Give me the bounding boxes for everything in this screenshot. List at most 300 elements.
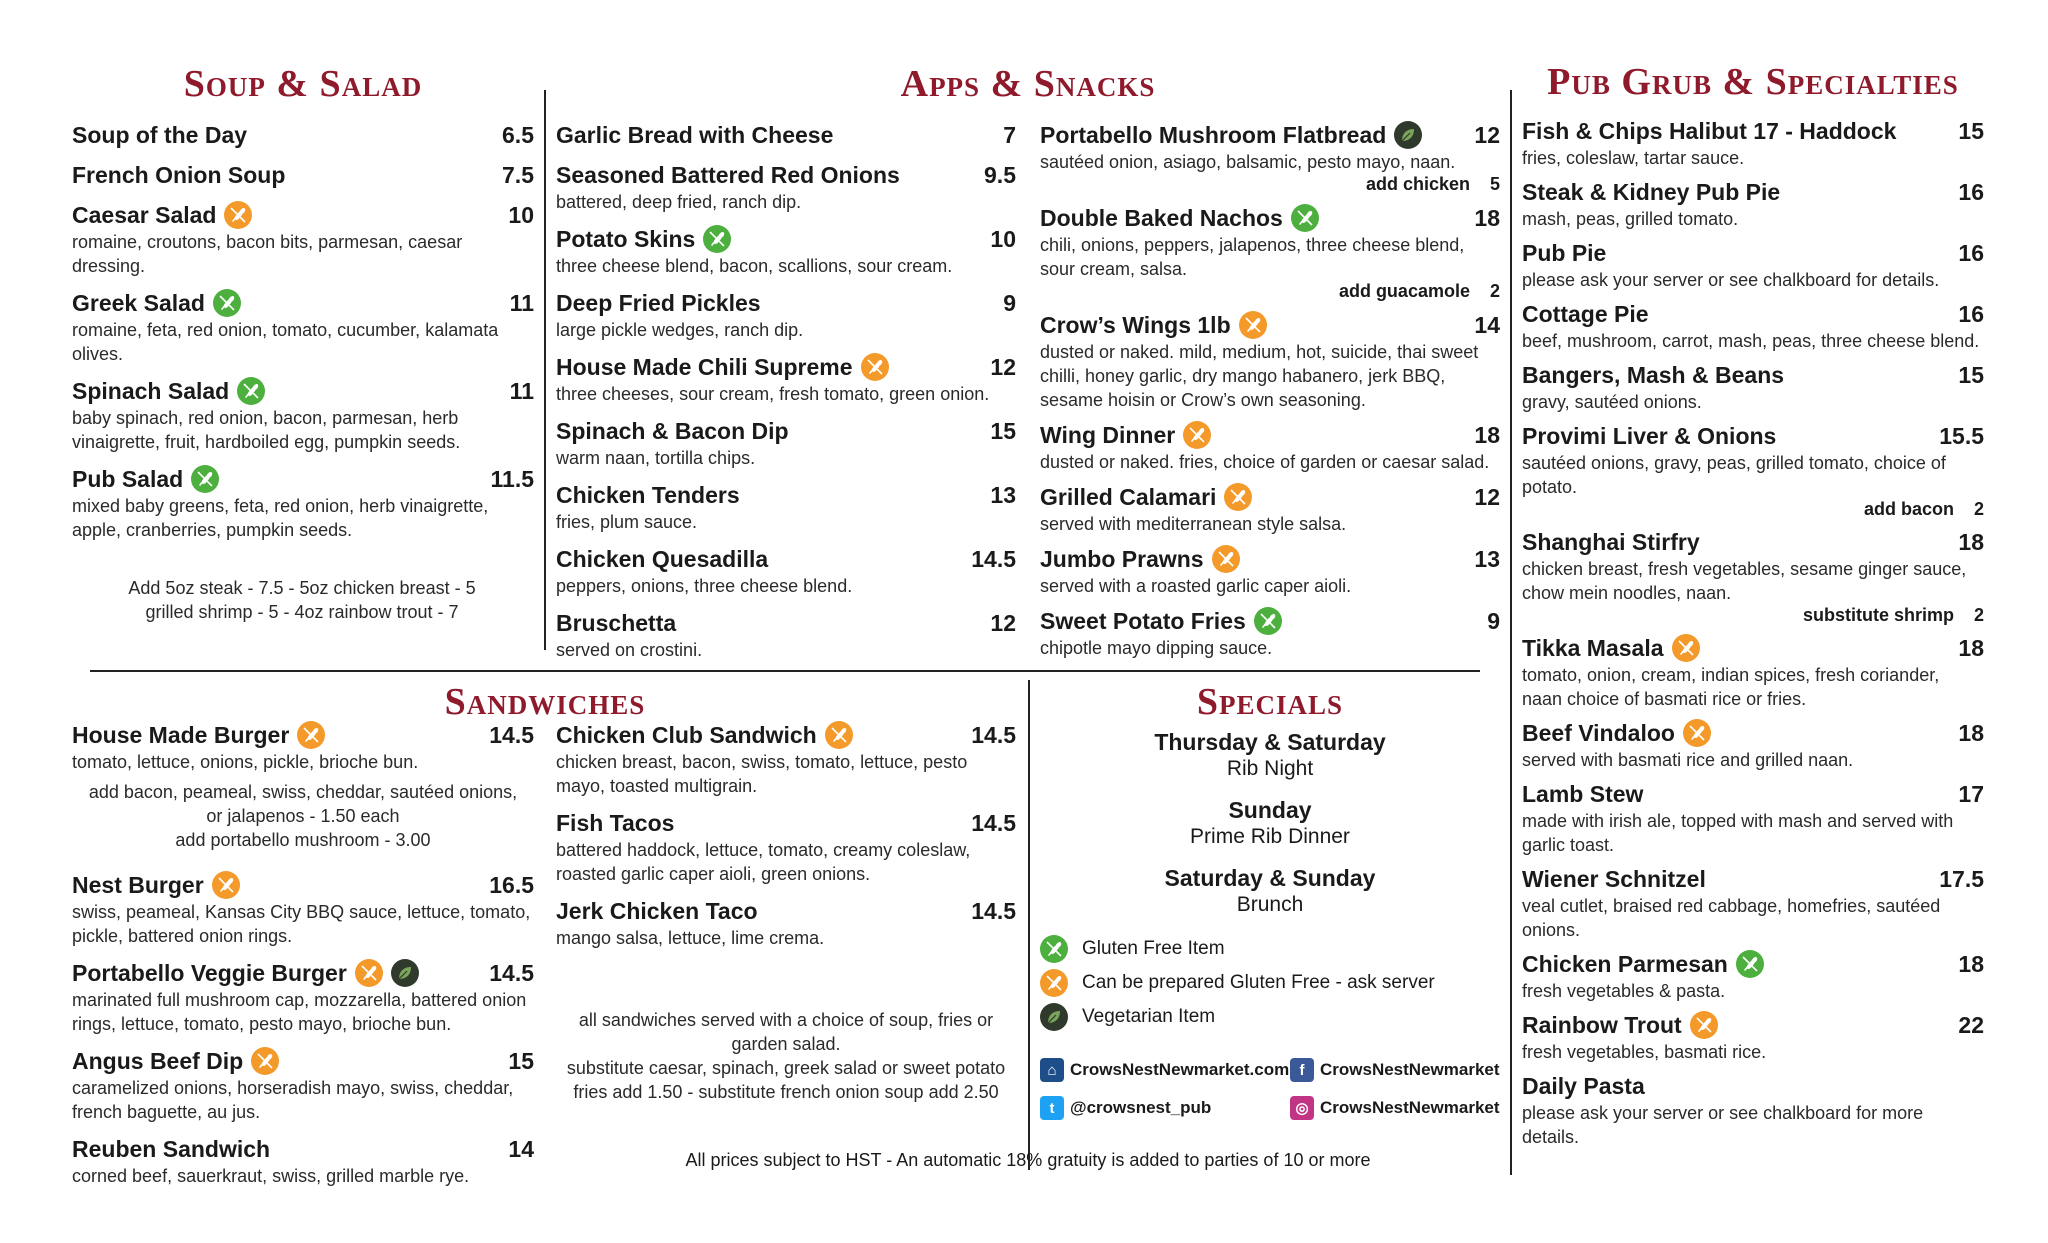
menu-item-name-text: House Made Burger xyxy=(72,722,290,748)
menu-item-description: chipotle mayo dipping sauce. xyxy=(1040,638,1273,658)
menu-item-description: mango salsa, lettuce, lime crema. xyxy=(556,928,825,948)
menu-item-price: 15 xyxy=(990,418,1016,444)
menu-item-description: served with mediterranean style salsa. xyxy=(1040,514,1347,534)
special-item xyxy=(1040,864,1500,918)
menu-item-price: 7 xyxy=(1003,122,1016,148)
menu-item-name xyxy=(1522,779,1643,809)
menu-item-price: 18 xyxy=(1958,529,1984,555)
menu-item xyxy=(556,416,1016,470)
menu-item xyxy=(1522,116,1984,170)
menu-item-name-text: Steak & Kidney Pub Pie xyxy=(1522,179,1781,205)
wheat-icon xyxy=(1736,950,1764,978)
menu-item-price: 9 xyxy=(1487,608,1500,634)
website-text: CrowsNestNewmarket.com xyxy=(1070,1060,1290,1079)
section-title: Sandwiches xyxy=(444,681,646,723)
menu-item-name-text: French Onion Soup xyxy=(72,162,286,188)
special-name: Prime Rib Dinner xyxy=(1190,825,1350,848)
menu-item xyxy=(1522,360,1984,414)
note-line: grilled shrimp - 5 - 4oz rainbow trout - 7 xyxy=(145,602,459,622)
menu-item xyxy=(556,288,1016,342)
menu-item xyxy=(556,896,1016,950)
menu-item-name-text: Beef Vindaloo xyxy=(1522,720,1675,746)
wheat-icon xyxy=(1672,634,1700,662)
menu-item-name-text: Sweet Potato Fries xyxy=(1040,608,1246,634)
menu-item-name xyxy=(72,1046,279,1076)
menu-item-description: dusted or naked. mild, medium, hot, suicide, thai sweet chilli, honey garlic, dry mango habanero, jerk BBQ, sesame hoisin or Crow’s own seasoning. xyxy=(1040,342,1479,410)
menu-item-name xyxy=(72,200,252,230)
menu-item-description: gravy, sautéed onions. xyxy=(1522,392,1702,412)
section-title: Pub Grub & Specialties xyxy=(1547,61,1959,103)
wheat-icon xyxy=(212,871,240,899)
menu-item xyxy=(72,1046,534,1124)
menu-item-name-text: Jerk Chicken Taco xyxy=(556,898,758,924)
menu-item-price: 18 xyxy=(1958,720,1984,746)
note-line: or jalapenos - 1.50 each xyxy=(206,806,400,826)
menu-item-description: chicken breast, bacon, swiss, tomato, lettuce, pesto mayo, toasted multigrain. xyxy=(556,752,968,796)
menu-item-header xyxy=(72,1134,534,1164)
divider-sandwich-specials xyxy=(1028,680,1030,1170)
menu-item xyxy=(1522,238,1984,292)
menu-item xyxy=(72,464,534,542)
note-line: Add 5oz steak - 7.5 - 5oz chicken breast - 5 xyxy=(128,578,476,598)
instagram-text: CrowsNestNewmarket xyxy=(1320,1098,1500,1117)
menu-item-description: three cheeses, sour cream, fresh tomato, green onion. xyxy=(556,384,990,404)
menu-item-addon xyxy=(1522,605,1984,626)
pub-grub-list xyxy=(1522,116,1984,1149)
menu-item-header xyxy=(556,480,1016,510)
menu-item-description: please ask your server or see chalkboard for details. xyxy=(1522,270,1940,290)
instagram-icon: ◎ xyxy=(1290,1096,1314,1120)
menu-item-description: mash, peas, grilled tomato. xyxy=(1522,209,1739,229)
note-line: fries add 1.50 - substitute french onion soup add 2.50 xyxy=(573,1082,999,1102)
legend-vegetarian xyxy=(1040,1000,1500,1034)
menu-item-header xyxy=(1040,544,1500,574)
menu-item-name-text: Lamb Stew xyxy=(1522,781,1644,807)
menu-item-description: romaine, croutons, bacon bits, parmesan, caesar dressing. xyxy=(72,232,463,276)
legend-gluten-free xyxy=(1040,932,1500,966)
menu-item-price: 16 xyxy=(1958,301,1984,327)
menu-item-name xyxy=(72,1134,270,1164)
menu-item-header xyxy=(1522,1071,1984,1101)
menu-item-description: please ask your server or see chalkboard for more details. xyxy=(1522,1103,1924,1147)
menu-item-name-text: Jumbo Prawns xyxy=(1040,546,1204,572)
menu-item-name xyxy=(1040,544,1240,574)
menu-item-header xyxy=(72,1046,534,1076)
wheat-icon xyxy=(251,1047,279,1075)
menu-item-name-text: Nest Burger xyxy=(72,872,204,898)
menu-item-name-text: Angus Beef Dip xyxy=(72,1048,244,1074)
menu-item-name xyxy=(1522,421,1776,451)
menu-item-header xyxy=(1522,238,1984,268)
menu-item-name-text: Reuben Sandwich xyxy=(72,1136,271,1162)
special-item xyxy=(1040,796,1500,850)
menu-item xyxy=(72,870,534,948)
menu-item-price: 10 xyxy=(508,202,534,228)
menu-item-description: caramelized onions, horseradish mayo, swiss, cheddar, french baguette, au jus. xyxy=(72,1078,514,1122)
menu-item-name-text: Bangers, Mash & Beans xyxy=(1522,362,1785,388)
menu-item xyxy=(72,160,534,190)
menu-item-name xyxy=(556,224,731,254)
menu-item xyxy=(1522,779,1984,857)
wheat-icon xyxy=(1183,421,1211,449)
addon-label: add bacon xyxy=(1863,499,1954,519)
menu-item-header xyxy=(72,200,534,230)
wheat-icon xyxy=(1254,607,1282,635)
menu-item xyxy=(1040,544,1500,598)
menu-item-price: 11 xyxy=(509,378,534,404)
legend-label: Can be prepared Gluten Free - ask server xyxy=(1082,972,1435,993)
menu-item-description: battered, deep fried, ranch dip. xyxy=(556,192,802,212)
menu-item-header xyxy=(1522,299,1984,329)
menu-item-price: 9 xyxy=(1003,290,1016,316)
wheat-icon xyxy=(1040,969,1068,997)
menu-item-header xyxy=(556,288,1016,318)
note-line: add portabello mushroom - 3.00 xyxy=(175,830,431,850)
wheat-icon xyxy=(1690,1011,1718,1039)
menu-item xyxy=(556,608,1016,662)
menu-item-name-text: Garlic Bread with Cheese xyxy=(556,122,834,148)
add-protein-note xyxy=(72,576,532,624)
menu-item-header xyxy=(1522,527,1984,557)
menu-item-header xyxy=(72,958,534,988)
menu-item-description: fries, plum sauce. xyxy=(556,512,698,532)
website-link[interactable] xyxy=(1040,1058,1290,1082)
menu-item-price: 18 xyxy=(1474,205,1500,231)
menu-item-description: fresh vegetables & pasta. xyxy=(1522,981,1726,1001)
menu-item-name xyxy=(556,160,900,190)
menu-item-header xyxy=(556,896,1016,926)
home-icon: ⌂ xyxy=(1040,1058,1064,1082)
menu-item-name xyxy=(72,160,285,190)
menu-item xyxy=(72,200,534,278)
special-item xyxy=(1040,728,1500,782)
twitter-icon: t xyxy=(1040,1096,1064,1120)
addon-label: add chicken xyxy=(1365,174,1470,194)
menu-item-description: fresh vegetables, basmati rice. xyxy=(1522,1042,1767,1062)
menu-item xyxy=(556,544,1016,598)
menu-item-price: 6.5 xyxy=(502,122,534,148)
menu-item xyxy=(1522,633,1984,711)
menu-item-description: marinated full mushroom cap, mozzarella, battered onion rings, lettuce, tomato, pesto mayo, brioche bun. xyxy=(72,990,527,1034)
menu-item-header xyxy=(1040,203,1500,233)
menu-item-addon xyxy=(1522,499,1984,520)
menu-item-price: 16.5 xyxy=(489,872,534,898)
menu-item-price: 16 xyxy=(1958,240,1984,266)
menu-item-price: 14.5 xyxy=(489,722,534,748)
menu-item-header xyxy=(1040,482,1500,512)
menu-item-name-text: Rainbow Trout xyxy=(1522,1012,1682,1038)
menu-item-name xyxy=(1522,1071,1645,1101)
menu-item xyxy=(556,720,1016,798)
menu-item-name xyxy=(1040,482,1252,512)
menu-item-description: chicken breast, fresh vegetables, sesame ginger sauce, chow mein noodles, naan. xyxy=(1522,559,1967,603)
legend-label: Gluten Free Item xyxy=(1082,938,1225,959)
menu-item-name-text: Chicken Parmesan xyxy=(1522,951,1728,977)
pub-grub-section xyxy=(1522,60,1984,1156)
wheat-icon xyxy=(1212,545,1240,573)
social-links xyxy=(1040,1058,1500,1120)
wheat-icon xyxy=(1040,935,1068,963)
menu-item-name-text: Wiener Schnitzel xyxy=(1522,866,1706,892)
menu-item-header xyxy=(1040,310,1500,340)
menu-item xyxy=(72,720,534,774)
legend-can-be-gluten-free xyxy=(1040,966,1500,1000)
menu-item xyxy=(1522,299,1984,353)
menu-item-header xyxy=(72,870,534,900)
menu-item-name-text: Spinach Salad xyxy=(72,378,230,404)
menu-item-price: 14.5 xyxy=(489,960,534,986)
menu-item-price: 11.5 xyxy=(490,466,534,492)
menu-item-name xyxy=(556,352,889,382)
menu-item-header xyxy=(1522,177,1984,207)
menu-item xyxy=(556,160,1016,214)
menu-item-name xyxy=(556,808,674,838)
wheat-icon xyxy=(861,353,889,381)
menu-item-name-text: Soup of the Day xyxy=(72,122,248,148)
addon-label: add guacamole xyxy=(1338,281,1470,301)
sandwiches-left-list xyxy=(72,720,534,1198)
menu-item xyxy=(1522,864,1984,942)
menu-item xyxy=(72,376,534,454)
menu-item xyxy=(72,1134,534,1188)
menu-item-name xyxy=(72,376,265,406)
menu-item-description: fries, coleslaw, tartar sauce. xyxy=(1522,148,1745,168)
menu-item-name-text: Deep Fried Pickles xyxy=(556,290,761,316)
menu-item-header xyxy=(556,160,1016,190)
facebook-text: CrowsNestNewmarket xyxy=(1320,1060,1500,1079)
addon-label: substitute shrimp xyxy=(1802,605,1954,625)
menu-item-name-text: Chicken Tenders xyxy=(556,482,740,508)
menu-item-name-text: Grilled Calamari xyxy=(1040,484,1217,510)
addon-price: 5 xyxy=(1489,174,1500,194)
menu-item-name xyxy=(1522,299,1649,329)
wheat-icon xyxy=(825,721,853,749)
twitter-link[interactable] xyxy=(1040,1096,1290,1120)
menu-item-name xyxy=(556,288,761,318)
special-day: Thursday & Saturday xyxy=(1154,729,1386,755)
menu-item-header xyxy=(1522,116,1984,146)
menu-item-name-text: House Made Chili Supreme xyxy=(556,354,853,380)
sandwiches-right-list xyxy=(556,720,1016,960)
menu-item-name xyxy=(1040,120,1422,150)
menu-item-price: 16 xyxy=(1958,179,1984,205)
menu-item-name xyxy=(1522,116,1896,146)
wheat-icon xyxy=(1239,311,1267,339)
menu-item-header xyxy=(556,352,1016,382)
wheat-icon xyxy=(1291,204,1319,232)
special-day: Saturday & Sunday xyxy=(1164,865,1376,891)
menu-item xyxy=(72,288,534,366)
wheat-icon xyxy=(355,959,383,987)
menu-item-name-text: Double Baked Nachos xyxy=(1040,205,1283,231)
menu-item-price: 15 xyxy=(1958,362,1984,388)
menu-item xyxy=(556,480,1016,534)
soup-salad-section xyxy=(72,62,534,624)
menu-item-name xyxy=(1522,238,1606,268)
menu-item-name xyxy=(1522,864,1706,894)
menu-item-name xyxy=(72,464,219,494)
menu-item-price: 12 xyxy=(990,610,1016,636)
menu-item-description: romaine, feta, red onion, tomato, cucumber, kalamata olives. xyxy=(72,320,499,364)
menu-item xyxy=(1522,527,1984,626)
menu-item-description: large pickle wedges, ranch dip. xyxy=(556,320,804,340)
menu-item-description: battered haddock, lettuce, tomato, creamy coleslaw, roasted garlic caper aioli, green onions. xyxy=(556,840,971,884)
menu-item-header xyxy=(72,120,534,150)
menu-item-price: 14.5 xyxy=(971,810,1016,836)
menu-item-price: 14.5 xyxy=(971,546,1016,572)
menu-item-name xyxy=(556,480,740,510)
menu-item-description: mixed baby greens, feta, red onion, herb vinaigrette, apple, cranberries, pumpkin seeds. xyxy=(72,496,489,540)
menu-item-header xyxy=(556,808,1016,838)
section-title: Soup & Salad xyxy=(183,63,423,105)
divider-soup-apps xyxy=(544,90,546,650)
apps-section xyxy=(556,62,1500,106)
menu-item-header xyxy=(1040,120,1500,150)
menu-item-name-text: Portabello Mushroom Flatbread xyxy=(1040,122,1387,148)
specials-list xyxy=(1040,728,1500,918)
menu-item-name xyxy=(556,544,768,574)
menu-item-name xyxy=(1522,360,1784,390)
menu-item-header xyxy=(1522,1010,1984,1040)
menu-item-name-text: Provimi Liver & Onions xyxy=(1522,423,1777,449)
menu-item-header xyxy=(556,720,1016,750)
menu-item-description: warm naan, tortilla chips. xyxy=(556,448,756,468)
menu-item-price: 13 xyxy=(1474,546,1500,572)
facebook-icon: f xyxy=(1290,1058,1314,1082)
wheat-icon xyxy=(1683,719,1711,747)
burger-addon-note xyxy=(72,780,534,852)
menu-item xyxy=(1522,1010,1984,1064)
menu-item xyxy=(556,120,1016,150)
legend xyxy=(1040,932,1500,1034)
menu-item xyxy=(72,958,534,1036)
menu-item-description: made with irish ale, topped with mash and served with garlic toast. xyxy=(1522,811,1954,855)
menu-item-price: 13 xyxy=(990,482,1016,508)
menu-item-name-text: Chicken Club Sandwich xyxy=(556,722,817,748)
menu-item-name xyxy=(1522,177,1780,207)
special-day: Sunday xyxy=(1228,797,1312,823)
menu-item-name-text: Tikka Masala xyxy=(1522,635,1664,661)
menu-item-name xyxy=(72,288,241,318)
apps-left-list xyxy=(556,120,1016,672)
sandwich-sides-note xyxy=(556,1008,1016,1104)
menu-item-name-text: Caesar Salad xyxy=(72,202,217,228)
leaf-icon xyxy=(1394,121,1422,149)
facebook-link[interactable] xyxy=(1290,1058,1500,1082)
menu-item-price: 7.5 xyxy=(502,162,534,188)
menu-item-header xyxy=(1522,864,1984,894)
menu-item-name-text: Potato Skins xyxy=(556,226,696,252)
sandwiches-section xyxy=(72,680,1018,724)
menu-item-name-text: Crow’s Wings 1lb xyxy=(1040,312,1231,338)
menu-item-name-text: Bruschetta xyxy=(556,610,677,636)
menu-item-price: 15 xyxy=(508,1048,534,1074)
menu-item-header xyxy=(1522,633,1984,663)
menu-item-name-text: Wing Dinner xyxy=(1040,422,1176,448)
menu-item-header xyxy=(72,288,534,318)
menu-item-description: served with basmati rice and grilled naan. xyxy=(1522,750,1854,770)
menu-item-name-text: Spinach & Bacon Dip xyxy=(556,418,789,444)
menu-item-name-text: Fish & Chips Halibut 17 - Haddock xyxy=(1522,118,1897,144)
menu-item-name xyxy=(556,120,833,150)
apps-right-list xyxy=(1040,120,1500,668)
menu-item-price: 18 xyxy=(1958,635,1984,661)
menu-item-header xyxy=(1040,420,1500,450)
menu-item-name-text: Shanghai Stirfry xyxy=(1522,529,1700,555)
menu-item-price: 9.5 xyxy=(984,162,1016,188)
wheat-icon xyxy=(224,201,252,229)
menu-item-header xyxy=(72,720,534,750)
menu-item-price: 14 xyxy=(508,1136,534,1162)
wheat-icon xyxy=(297,721,325,749)
menu-item-header xyxy=(1522,949,1984,979)
menu-item xyxy=(1040,120,1500,195)
menu-item-name xyxy=(556,416,789,446)
menu-item-name xyxy=(72,720,325,750)
menu-item-name-text: Chicken Quesadilla xyxy=(556,546,769,572)
menu-item-name xyxy=(72,958,419,988)
menu-item-header xyxy=(72,376,534,406)
instagram-link[interactable] xyxy=(1290,1096,1500,1120)
menu-item-header xyxy=(556,544,1016,574)
menu-item-price: 18 xyxy=(1958,951,1984,977)
menu-item-name xyxy=(1522,949,1764,979)
menu-item-price: 12 xyxy=(1474,484,1500,510)
menu-item-description: sautéed onion, asiago, balsamic, pesto mayo, naan. xyxy=(1040,152,1456,172)
menu-item-price: 12 xyxy=(990,354,1016,380)
menu-item xyxy=(1522,177,1984,231)
menu-item-header xyxy=(556,416,1016,446)
addon-price: 2 xyxy=(1973,499,1984,519)
addon-price: 2 xyxy=(1489,281,1500,301)
note-line: add bacon, peameal, swiss, cheddar, sautéed onions, xyxy=(88,782,518,802)
menu-item-description: served on crostini. xyxy=(556,640,703,660)
menu-item xyxy=(1522,949,1984,1003)
section-title: Apps & Snacks xyxy=(900,63,1156,105)
menu-item-description: sautéed onions, gravy, peas, grilled tomato, choice of potato. xyxy=(1522,453,1946,497)
menu-item-name xyxy=(1522,633,1700,663)
menu-item-header xyxy=(1522,360,1984,390)
menu-item-name xyxy=(556,896,758,926)
menu-item xyxy=(1040,420,1500,474)
menu-item-description: peppers, onions, three cheese blend. xyxy=(556,576,853,596)
leaf-icon xyxy=(1040,1003,1068,1031)
menu-item-header xyxy=(556,120,1016,150)
menu-item-price: 15.5 xyxy=(1939,423,1984,449)
menu-item-price: 10 xyxy=(990,226,1016,252)
menu-item-name xyxy=(72,870,240,900)
special-name: Brunch xyxy=(1236,893,1304,916)
note-line: substitute caesar, spinach, greek salad or sweet potato xyxy=(566,1058,1006,1078)
menu-item-name xyxy=(1040,420,1211,450)
leaf-icon xyxy=(391,959,419,987)
menu-item-description: corned beef, sauerkraut, swiss, grilled marble rye. xyxy=(72,1166,470,1186)
wheat-icon xyxy=(703,225,731,253)
menu-item-header xyxy=(1522,779,1984,809)
menu-item-price: 14.5 xyxy=(971,898,1016,924)
menu-item xyxy=(556,224,1016,278)
menu-item xyxy=(1522,718,1984,772)
menu-item-name xyxy=(556,720,853,750)
note-line: garden salad. xyxy=(731,1034,841,1054)
menu-item-description: tomato, onion, cream, indian spices, fresh coriander, naan choice of basmati rice or fries. xyxy=(1522,665,1940,709)
menu-item-name-text: Pub Pie xyxy=(1522,240,1607,266)
soup-salad-list xyxy=(72,120,534,542)
menu-item-name-text: Seasoned Battered Red Onions xyxy=(556,162,900,188)
menu-item-addon xyxy=(1040,174,1500,195)
menu-item xyxy=(1040,482,1500,536)
menu-item xyxy=(1040,310,1500,412)
